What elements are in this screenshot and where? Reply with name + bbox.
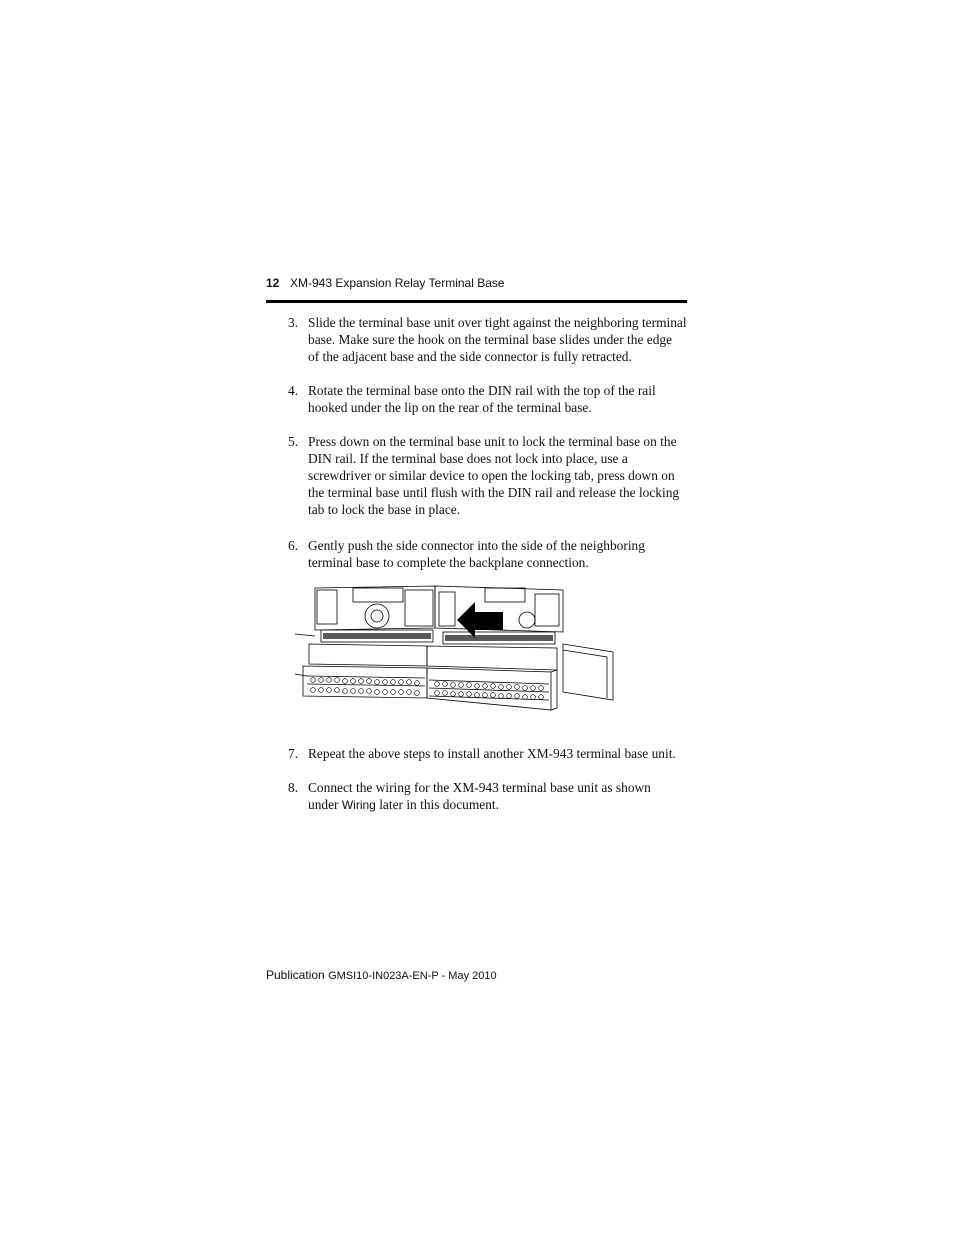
text-line: the terminal base until flush with the DIN rail and release the locking xyxy=(308,485,680,500)
push-arrow-icon xyxy=(457,602,503,638)
page-number: 12 xyxy=(266,276,280,290)
step-text xyxy=(308,537,688,571)
terminal-base-illustration xyxy=(295,580,620,720)
step-number: 5. xyxy=(288,434,299,449)
step-text xyxy=(308,779,688,814)
running-title: XM-943 Expansion Relay Terminal Base xyxy=(290,276,505,290)
step-text xyxy=(308,382,688,416)
wiring-section-reference: Wiring xyxy=(341,798,376,812)
step-number: 4. xyxy=(288,383,299,398)
text-line: Slide the terminal base unit over tight against the neighboring terminal xyxy=(308,315,687,330)
publication-id: GMSI10-IN023A-EN-P - May 2010 xyxy=(328,970,497,982)
page-header xyxy=(266,276,687,303)
terminal-base-figure xyxy=(295,580,620,720)
publication-label: Publication xyxy=(266,968,325,982)
text-line: Press down on the terminal base unit to lock the terminal base on the xyxy=(308,434,677,449)
text-line: Gently push the side connector into the side of the neighboring xyxy=(308,538,645,553)
text-line: of the adjacent base and the side connector is fully retracted. xyxy=(308,349,632,364)
step-text xyxy=(308,314,688,365)
page-footer xyxy=(266,968,497,982)
step-number: 3. xyxy=(288,315,299,330)
text-line: Repeat the above steps to install another XM-943 terminal base unit. xyxy=(308,746,676,761)
step-number: 6. xyxy=(288,538,299,553)
text-line: Rotate the terminal base onto the DIN rail with the top of the rail xyxy=(308,383,656,398)
text-line: base. Make sure the hook on the terminal base slides under the edge xyxy=(308,332,673,347)
text-line: terminal base to complete the backplane connection. xyxy=(308,555,589,570)
text-line: under Wiring later in this document. xyxy=(308,797,499,812)
text-line: screwdriver or similar device to open the locking tab, press down on xyxy=(308,468,675,483)
text-line: hooked under the lip on the rear of the terminal base. xyxy=(308,400,592,415)
step-text xyxy=(308,745,688,762)
step-number: 8. xyxy=(288,780,299,795)
step-text xyxy=(308,433,688,518)
text-line: tab to lock the base in place. xyxy=(308,502,461,517)
step-number: 7. xyxy=(288,746,299,761)
text-line: DIN rail. If the terminal base does not lock into place, use a xyxy=(308,451,628,466)
text-line: Connect the wiring for the XM-943 terminal base unit as shown xyxy=(308,780,651,795)
